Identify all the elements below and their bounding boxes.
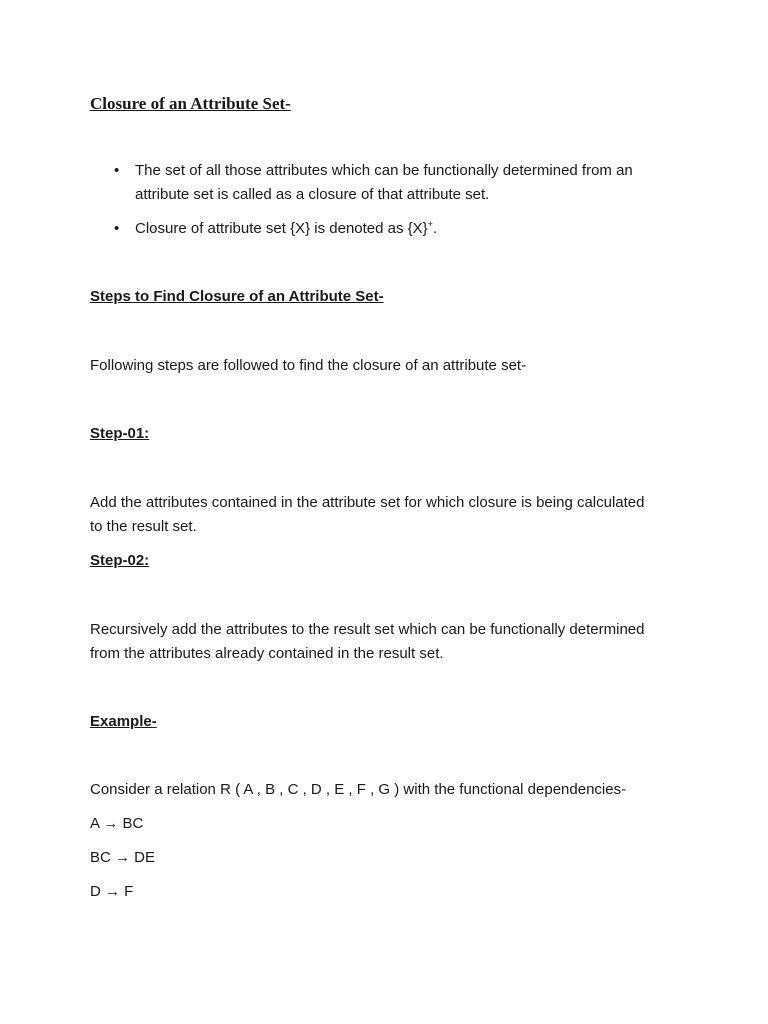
step-01-text: Add the attributes contained in the attribute set for which closure is being calculated to the result set. [90,494,645,535]
bullet-text: The set of all those attributes which can be functionally determined from an attribute set is called as a closure of that attribute set. [135,162,633,203]
notation-end: . [432,220,438,237]
steps-heading: Steps to Find Closure of an Attribute Set- [90,288,384,305]
bullet-text [135,220,437,237]
page-title: Closure of an Attribute Set- [90,94,291,113]
dependency-line: D → F [90,883,134,900]
bullet-icon: • [114,162,120,179]
bullet-item-notation [90,217,690,241]
notation-text: Closure of attribute set {X} is denoted as {X} [135,220,428,237]
step-02-text: Recursively add the attributes to the result set which can be functionally determined from the attributes already contained in the result set. [90,621,645,662]
notation-superscript: + [427,219,433,229]
steps-intro-text: Following steps are followed to find the closure of an attribute set- [90,357,527,374]
step-01-heading: Step-01: [90,425,150,442]
dependency-line: A → BC [90,815,144,832]
bullet-icon: • [114,220,120,237]
definition-bullet-list [90,159,690,251]
step-02-heading: Step-02: [90,552,150,569]
bullet-item-definition [90,159,690,207]
example-intro-text: Consider a relation R ( A , B , C , D , E , F , G ) with the functional dependencies- [90,781,627,798]
example-heading: Example- [90,713,157,730]
dependency-line: BC → DE [90,849,156,866]
